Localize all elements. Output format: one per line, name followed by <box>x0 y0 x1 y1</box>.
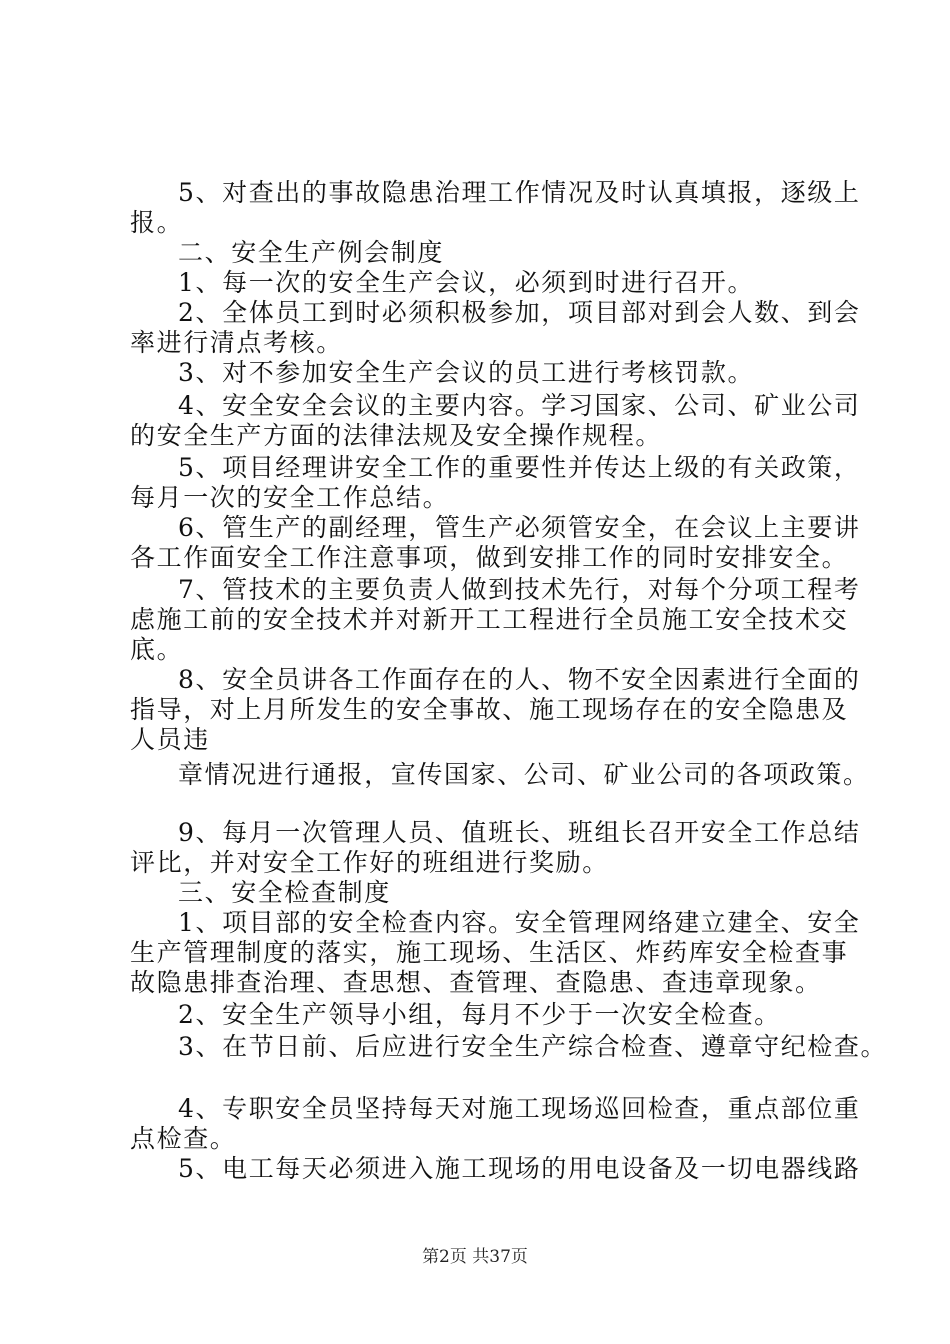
text-line: 底。 <box>130 635 184 664</box>
text-line: 指导，对上月所发生的安全事故、施工现场存在的安全隐患及 <box>130 695 849 724</box>
text-line: 9、每月一次管理人员、值班长、班组长召开安全工作总结 <box>178 818 861 847</box>
text-line: 报。 <box>130 208 184 237</box>
text-line: 1、每一次的安全生产会议，必须到时进行召开。 <box>178 268 755 297</box>
text-line: 2、安全生产领导小组，每月不少于一次安全检查。 <box>178 1000 781 1029</box>
text-line: 虑施工前的安全技术并对新开工工程进行全员施工安全技术交 <box>130 605 849 634</box>
text-line: 3、对不参加安全生产会议的员工进行考核罚款。 <box>178 358 755 387</box>
text-line: 7、管技术的主要负责人做到技术先行，对每个分项工程考 <box>178 575 861 604</box>
text-line: 4、专职安全员坚持每天对施工现场巡回检查，重点部位重 <box>178 1094 861 1123</box>
text-line: 1、项目部的安全检查内容。安全管理网络建立建全、安全 <box>178 908 861 937</box>
text-line: 6、管生产的副经理，管生产必须管安全，在会议上主要讲 <box>178 513 861 542</box>
text-line: 点检查。 <box>130 1124 237 1153</box>
text-line: 5、电工每天必须进入施工现场的用电设备及一切电器线路 <box>178 1154 861 1183</box>
text-line: 率进行清点考核。 <box>130 328 343 357</box>
text-line: 章情况进行通报，宣传国家、公司、矿业公司的各项政策。 <box>178 760 870 789</box>
text-line: 的安全生产方面的法律法规及安全操作规程。 <box>130 421 663 450</box>
section-heading: 二、安全生产例会制度 <box>178 238 445 267</box>
text-line: 生产管理制度的落实，施工现场、生活区、炸药库安全检查事 <box>130 938 849 967</box>
page-footer: 第2页 共37页 <box>422 1247 528 1267</box>
text-line: 5、项目经理讲安全工作的重要性并传达上级的有关政策， <box>178 453 861 482</box>
text-line: 每月一次的安全工作总结。 <box>130 483 450 512</box>
text-line: 故隐患排查治理、查思想、查管理、查隐患、查违章现象。 <box>130 968 822 997</box>
section-heading: 三、安全检查制度 <box>178 878 391 907</box>
text-line: 4、安全安全会议的主要内容。学习国家、公司、矿业公司 <box>178 391 861 420</box>
text-line: 各工作面安全工作注意事项，做到安排工作的同时安排安全。 <box>130 543 849 572</box>
text-line: 5、对查出的事故隐患治理工作情况及时认真填报，逐级上 <box>178 178 861 207</box>
text-line: 评比，并对安全工作好的班组进行奖励。 <box>130 848 609 877</box>
text-line: 8、安全员讲各工作面存在的人、物不安全因素进行全面的 <box>178 665 861 694</box>
text-line: 人员违 <box>130 725 210 754</box>
text-line: 3、在节日前、后应进行安全生产综合检查、遵章守纪检查。 <box>178 1032 888 1061</box>
text-line: 2、全体员工到时必须积极参加，项目部对到会人数、到会 <box>178 298 861 327</box>
